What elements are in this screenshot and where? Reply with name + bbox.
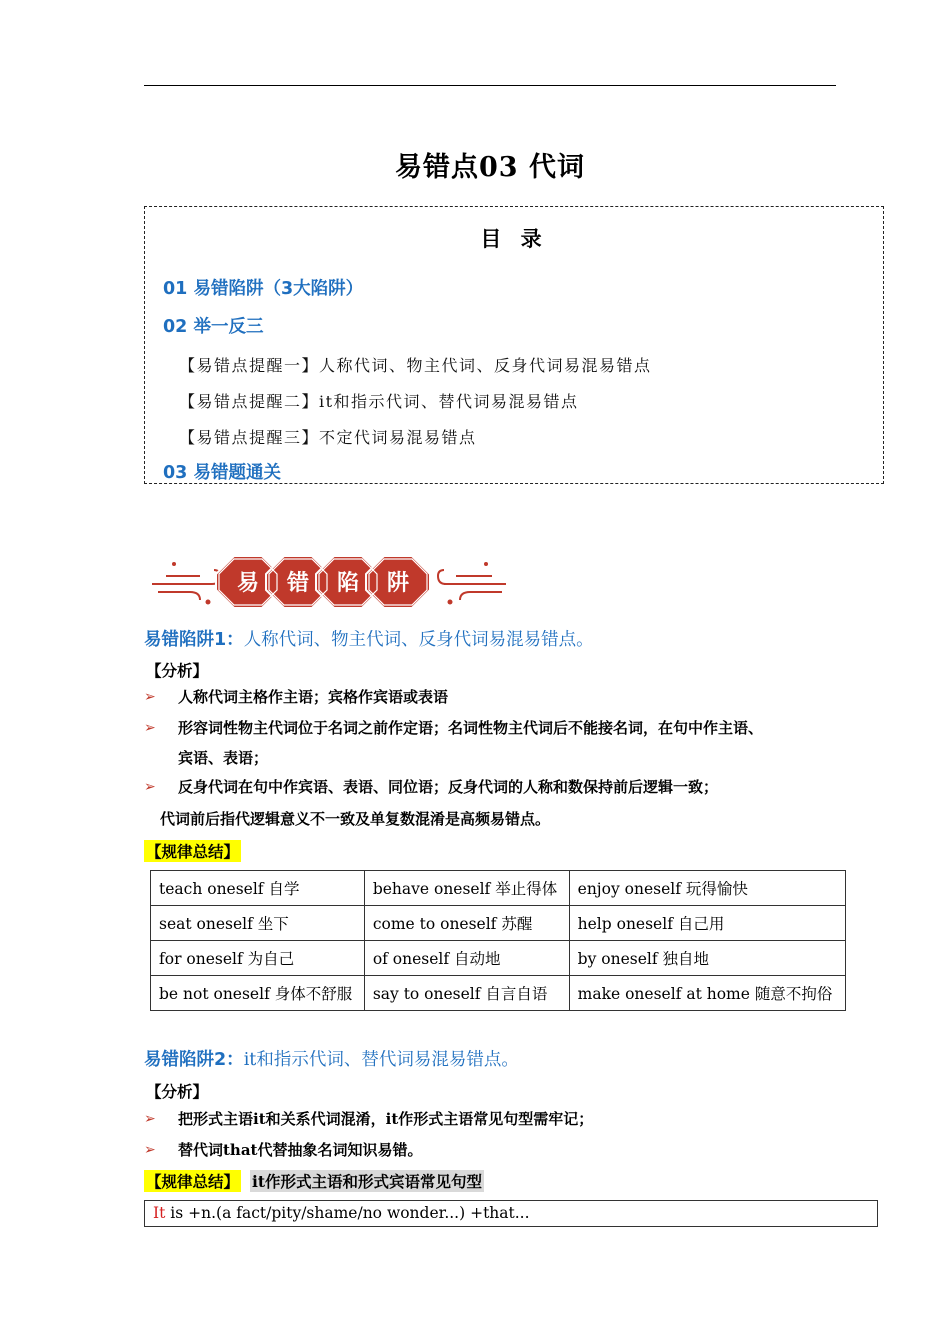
arrow-bullet-icon: ➢ [144, 689, 156, 705]
trap-1-rule-label: 【规律总结】 [146, 842, 240, 861]
arrow-bullet-icon: ➢ [144, 720, 156, 736]
table-cell: enjoy oneself 玩得愉快 [569, 871, 845, 906]
trap-2-heading: it和指示代词、替代词易混易错点。 [243, 1050, 519, 1070]
toc-item-examples[interactable]: 02 举一反三 [163, 317, 264, 337]
toc-item-reminder-1[interactable]: 【易错点提醒一】人称代词、物主代词、反身代词易混易错点 [179, 356, 652, 375]
pattern-keyword: It [153, 1204, 166, 1222]
banner-char-1: 易 [236, 571, 260, 596]
arrow-bullet-icon: ➢ [144, 1142, 156, 1158]
banner-left-ornament [152, 570, 220, 600]
banner-char-2: 错 [286, 571, 310, 596]
arrow-bullet-icon: ➢ [144, 779, 156, 795]
table-cell: be not oneself 身体不舒服 [151, 976, 365, 1011]
toc-item-traps[interactable]: 01 易错陷阱（3大陷阱） [163, 279, 364, 299]
table-row [151, 871, 846, 906]
trap-1-lead: 易错陷阱1： [144, 630, 244, 650]
arrow-bullet-icon: ➢ [144, 1111, 156, 1127]
table-cell: by oneself 独自地 [569, 941, 845, 976]
trap-2-lead: 易错陷阱2： [144, 1050, 244, 1070]
trap-2-rule-subtitle: it作形式主语和形式宾语常见句型 [252, 1172, 483, 1191]
trap-2-bullet: ➢ 把形式主语it和关系代词混淆，it作形式主语常见句型需牢记； [144, 1104, 844, 1134]
section-banner [150, 550, 510, 614]
toc-box [144, 206, 884, 484]
trap-1-bullet-continuation: 宾语、表语； [178, 749, 269, 767]
trap-2-title [144, 1046, 519, 1071]
toc-heading: 目 录 [480, 227, 548, 251]
table-cell: come to oneself 苏醒 [364, 906, 569, 941]
pattern-text: is +n.(a fact/pity/shame/no wonder...) +that... [165, 1204, 530, 1222]
trap-1-analysis-label: 【分析】 [146, 661, 209, 680]
banner-char-3: 陷 [336, 571, 360, 596]
trap-1-note: 代词前后指代逻辑意义不一致及单复数混淆是高频易错点。 [160, 810, 551, 828]
header-rule [144, 85, 836, 86]
table-cell: seat oneself 坐下 [151, 906, 365, 941]
trap-1-heading: 人称代词、物主代词、反身代词易混易错点。 [243, 630, 594, 650]
trap-2-rule-label: 【规律总结】 [146, 1172, 240, 1191]
table-row [151, 976, 846, 1011]
page-title: 易错点03 代词 [395, 152, 585, 183]
table-cell: help oneself 自己用 [569, 906, 845, 941]
trap-1-title [144, 626, 594, 651]
table-cell: teach oneself 自学 [151, 871, 365, 906]
banner-char-4: 阱 [386, 571, 410, 596]
table-row [151, 906, 846, 941]
toc-item-exercises[interactable]: 03 易错题通关 [163, 463, 281, 483]
table-row [151, 941, 846, 976]
banner-right-ornament [438, 570, 506, 600]
trap-1-bullet: ➢ 形容词性物主代词位于名词之前作定语；名词性物主代词后不能接名词，在句中作主语、 [144, 713, 844, 743]
trap-2-bullet: ➢ 替代词that代替抽象名词知识易错。 [144, 1135, 844, 1165]
table-cell: for oneself 为自己 [151, 941, 365, 976]
table-cell: make oneself at home 随意不拘俗 [569, 976, 845, 1011]
toc-item-reminder-3[interactable]: 【易错点提醒三】不定代词易混易错点 [179, 428, 477, 447]
table-cell: of oneself 自动地 [364, 941, 569, 976]
table-cell: say to oneself 自言自语 [364, 976, 569, 1011]
it-pattern-box [144, 1200, 878, 1227]
toc-item-reminder-2[interactable]: 【易错点提醒二】it和指示代词、替代词易混易错点 [179, 392, 579, 411]
trap-2-analysis-label: 【分析】 [146, 1082, 209, 1101]
table-cell: behave oneself 举止得体 [364, 871, 569, 906]
trap-1-bullet: ➢ 反身代词在句中作宾语、表语、同位语；反身代词的人称和数保持前后逻辑一致； [144, 772, 844, 802]
reflexive-phrases-table [150, 870, 846, 1011]
trap-1-bullet: ➢ 人称代词主格作主语；宾格作宾语或表语 [144, 682, 844, 712]
